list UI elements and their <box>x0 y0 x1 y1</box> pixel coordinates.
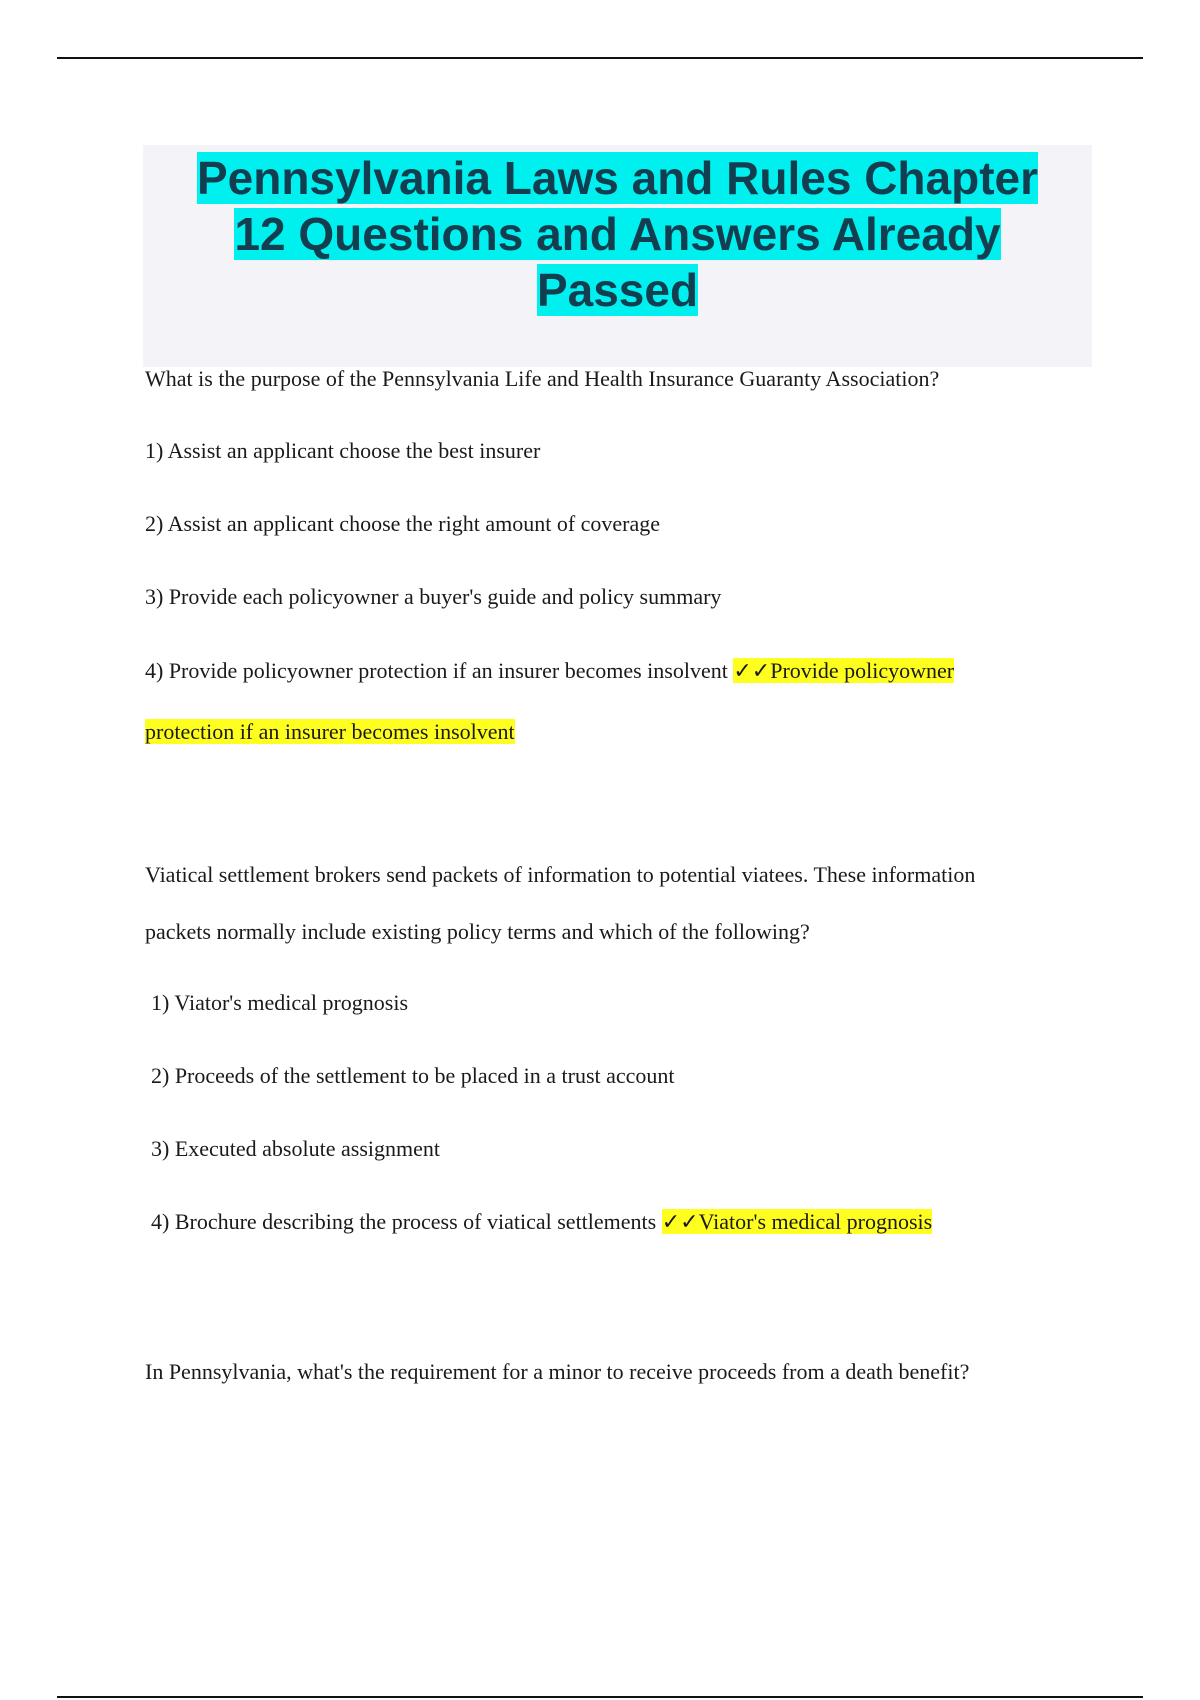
question-1-text: What is the purpose of the Pennsylvania Life and Health Insurance Guaranty Association? <box>145 366 940 391</box>
question-1-option-4: 4) Provide policyowner protection if an insurer becomes insolvent <box>145 658 728 683</box>
question-3-text: In Pennsylvania, what's the requirement for a minor to receive proceeds from a death benefit? <box>145 1359 970 1384</box>
question-2-option-1: 1) Viator's medical prognosis <box>151 990 409 1015</box>
question-1-answer-part2: protection if an insurer becomes insolvent <box>145 719 515 744</box>
document-title <box>143 150 1092 318</box>
title-line: Passed <box>536 264 699 316</box>
title-line: Pennsylvania Laws and Rules Chapter <box>196 152 1039 204</box>
question-2-option-4-line <box>151 1209 932 1235</box>
question-1-option-2: 2) Assist an applicant choose the right amount of coverage <box>145 511 661 536</box>
question-1-option-4-line <box>145 658 954 684</box>
question-2-text-line1: Viatical settlement brokers send packets of information to potential viatees. These information <box>145 862 976 887</box>
question-1-answer-part1: ✓✓Provide policyowner <box>733 658 955 683</box>
question-1-option-3: 3) Provide each policyowner a buyer's guide and policy summary <box>145 584 722 609</box>
question-2-text-line2: packets normally include existing policy terms and which of the following? <box>145 919 810 944</box>
title-line: 12 Questions and Answers Already <box>234 208 1001 260</box>
question-2-option-2: 2) Proceeds of the settlement to be placed in a trust account <box>151 1063 675 1088</box>
footer-rule <box>57 1696 1143 1698</box>
question-2-answer: ✓✓Viator's medical prognosis <box>661 1209 933 1234</box>
question-2-option-4: 4) Brochure describing the process of viatical settlements <box>151 1209 657 1234</box>
question-2-option-3: 3) Executed absolute assignment <box>151 1136 440 1161</box>
question-1-answer-line2 <box>145 719 515 745</box>
question-1-option-1: 1) Assist an applicant choose the best insurer <box>145 438 541 463</box>
header-rule <box>57 57 1143 59</box>
title-block <box>143 145 1092 367</box>
